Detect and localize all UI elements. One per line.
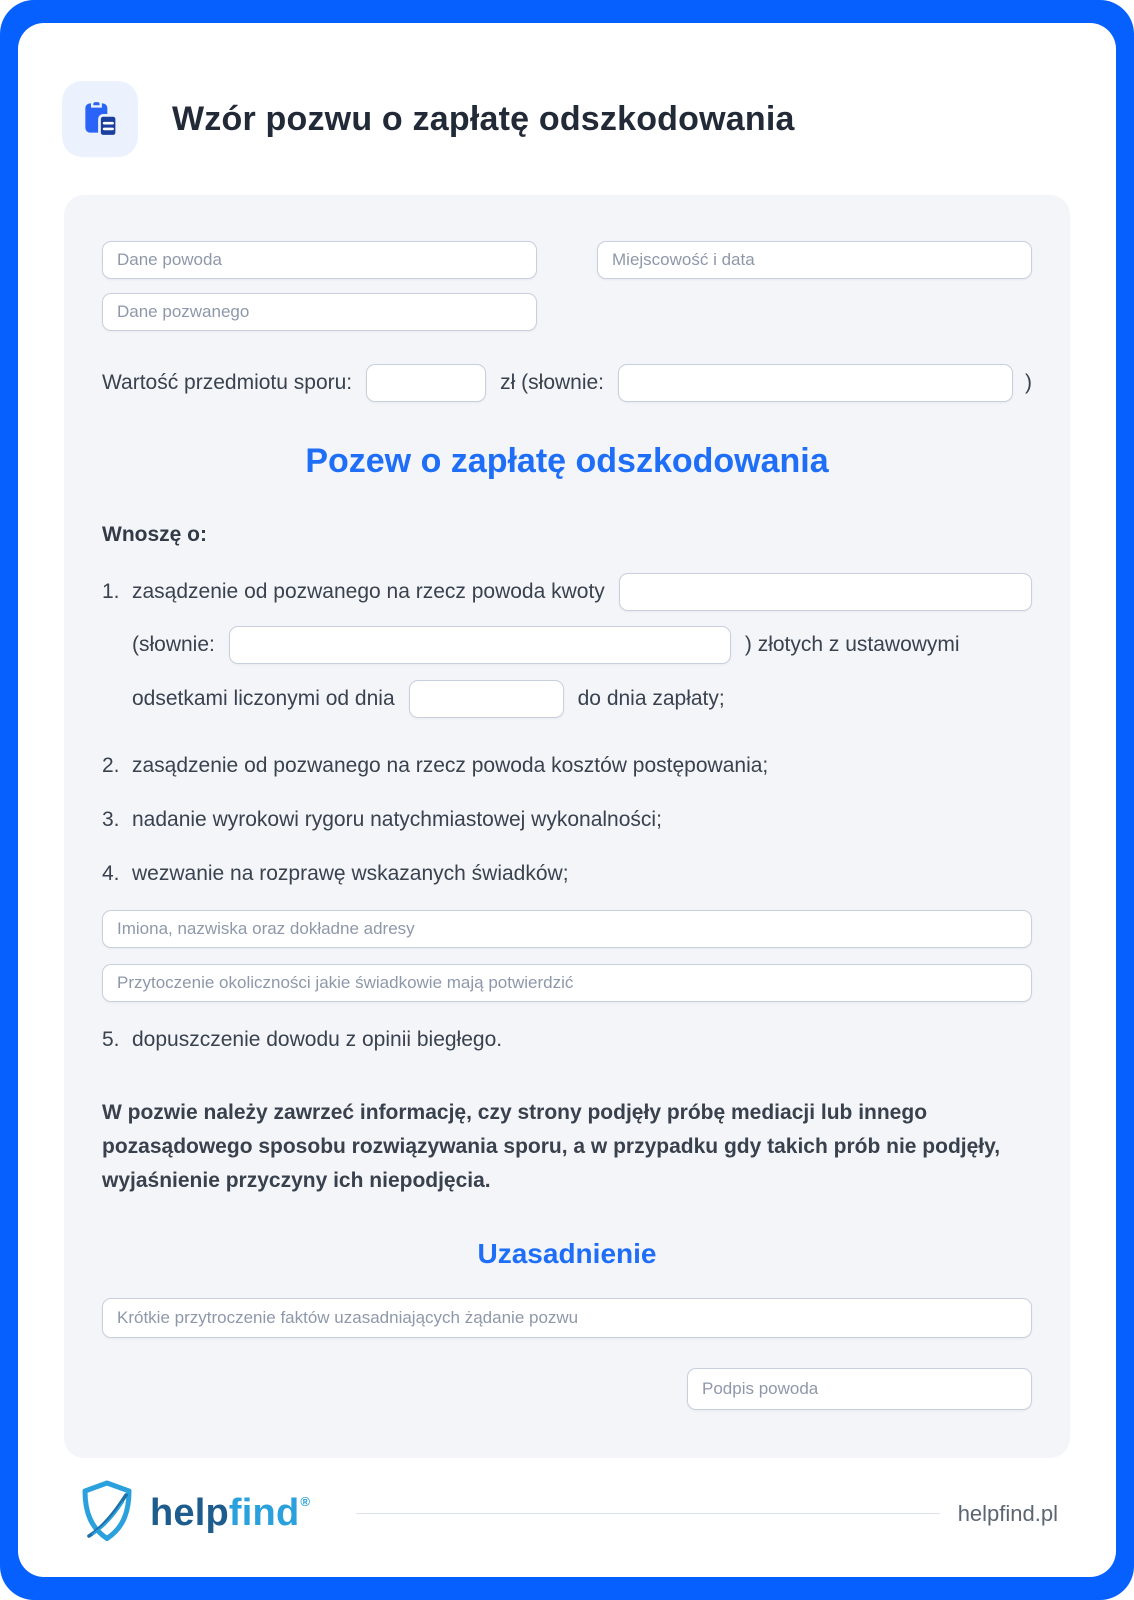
dispute-value-input[interactable] [366,364,486,402]
claim-1-text: zasądzenie od pozwanego na rzecz powoda kwoty [132,580,605,603]
party-row-1 [102,241,1032,279]
claim-1-interest-post: do dnia zapłaty; [577,687,725,710]
claim-1-line-1 [102,573,1032,611]
claim-amount-words-input[interactable] [229,626,731,664]
item-number: 5. [102,1028,120,1051]
clipboard-icon [62,81,138,157]
claim-amount-input[interactable] [619,573,1032,611]
justification-title: Uzasadnienie [477,1238,657,1269]
shield-icon [76,1478,138,1549]
item-number: 3. [102,808,120,831]
helpfind-logo [76,1478,310,1549]
place-date-input[interactable] [597,241,1032,279]
footer-divider [356,1513,940,1514]
page-title: Wzór pozwu o zapłatę odszkodowania [172,99,795,138]
claim-3-text: nadanie wyrokowi rygoru natychmiastowej wykonalności; [132,808,662,831]
dispute-value-label: Wartość przedmiotu sporu: [102,371,353,394]
dispute-value-row [102,364,1032,402]
interest-date-input[interactable] [409,680,564,718]
plaintiff-data-input[interactable] [102,241,537,279]
brand-find: find [228,1492,300,1534]
claim-1-line-2 [102,626,1032,664]
claim-item-1 [102,573,1032,718]
signature-row [102,1368,1032,1410]
claim-1-line-3 [102,680,1032,718]
brand-help: help [150,1492,229,1534]
claim-4-text: wezwanie na rozprawę wskazanych świadków; [132,862,569,885]
header [18,23,1116,157]
brand-wordmark [150,1492,310,1535]
claim-item-2 [102,754,1032,778]
witness-names-input[interactable] [102,910,1032,948]
signature-input[interactable] [687,1368,1032,1410]
footer-site-link: helpfind.pl [957,1500,1058,1526]
claim-item-3 [102,808,1032,832]
request-label: Wnoszę o: [102,523,207,546]
item-number: 4. [102,862,120,885]
claim-1-interest-pre: odsetkami liczonymi od dnia [132,687,395,710]
claim-5-text: dopuszczenie dowodu z opinii biegłego. [132,1028,503,1051]
justification-input[interactable] [102,1298,1032,1338]
mediation-note: W pozwie należy zawrzeć informację, czy strony podjęły próbę mediacji lub innego pozasądowego sposobu rozwiązywania sporu, a w przypadku gdy takich prób nie podjęły, wyjaśnienie przyczyny ich niepodjęcia. [102,1101,1001,1192]
dispute-value-words-input[interactable] [618,364,1013,402]
claim-item-5 [102,1028,1032,1052]
document-title: Pozew o zapłatę odszkodowania [305,442,829,480]
close-paren: ) [1025,371,1032,394]
witness-circumstances-input[interactable] [102,964,1032,1002]
claim-1-words-post: ) złotych z ustawowymi [744,633,960,656]
item-number: 2. [102,754,120,777]
claim-2-text: zasądzenie od pozwanego na rzecz powoda kosztów postępowania; [132,754,769,777]
page-card [18,23,1116,1577]
party-row-2 [102,293,1032,331]
claims-list [102,573,1032,1052]
registered-mark: ® [300,1494,311,1509]
claim-1-words-pre: (słownie: [132,633,215,656]
form-panel [64,195,1070,1458]
item-number: 1. [102,580,120,603]
defendant-data-input[interactable] [102,293,537,331]
footer [18,1458,1116,1577]
dispute-value-words-label: zł (słownie: [500,371,605,394]
claim-item-4 [102,862,1032,886]
